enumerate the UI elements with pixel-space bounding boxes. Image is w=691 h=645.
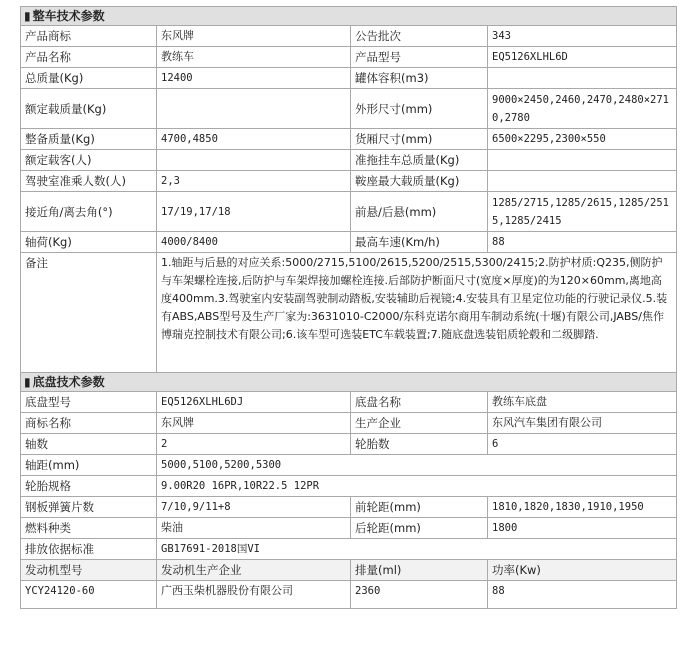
engine-header-power: 功率(Kw) xyxy=(488,560,677,581)
section-marker-icon: ▮ xyxy=(24,375,31,389)
engine-header-row xyxy=(21,560,677,581)
value-cell: 343 xyxy=(488,26,677,47)
remarks-label: 备注 xyxy=(21,253,157,373)
value-cell: 12400 xyxy=(157,68,351,89)
value-cell: 柴油 xyxy=(157,518,351,539)
label-cell: 总质量(Kg) xyxy=(21,68,157,89)
table-row xyxy=(21,539,677,560)
label-cell: 轮胎数 xyxy=(351,434,488,455)
table-row xyxy=(21,497,677,518)
label-cell: 轮胎规格 xyxy=(21,476,157,497)
value-cell: 东风牌 xyxy=(157,413,351,434)
engine-displacement: 2360 xyxy=(351,581,488,609)
value-cell: 1810,1820,1830,1910,1950 xyxy=(488,497,677,518)
table-row xyxy=(21,192,677,232)
table-row xyxy=(21,26,677,47)
value-cell xyxy=(488,171,677,192)
value-cell: 88 xyxy=(488,232,677,253)
value-cell: 9000×2450,2460,2470,2480×2710,2780 xyxy=(488,89,677,129)
label-cell: 产品名称 xyxy=(21,47,157,68)
label-cell: 额定载客(人) xyxy=(21,150,157,171)
label-cell: 鞍座最大载质量(Kg) xyxy=(351,171,488,192)
table-row xyxy=(21,518,677,539)
engine-row xyxy=(21,581,677,609)
value-cell: 教练车 xyxy=(157,47,351,68)
section-marker-icon: ▮ xyxy=(24,9,31,23)
label-cell: 轴数 xyxy=(21,434,157,455)
value-cell: EQ5126XLHL6D xyxy=(488,47,677,68)
label-cell: 最高车速(Km/h) xyxy=(351,232,488,253)
label-cell: 整备质量(Kg) xyxy=(21,129,157,150)
value-cell: 6 xyxy=(488,434,677,455)
value-cell xyxy=(157,89,351,129)
table-row xyxy=(21,89,677,129)
label-cell: 接近角/离去角(°) xyxy=(21,192,157,232)
value-cell: 1800 xyxy=(488,518,677,539)
table-row xyxy=(21,413,677,434)
value-cell: 4700,4850 xyxy=(157,129,351,150)
value-cell: 2 xyxy=(157,434,351,455)
value-cell: 17/19,17/18 xyxy=(157,192,351,232)
label-cell: 底盘型号 xyxy=(21,392,157,413)
label-cell: 燃料种类 xyxy=(21,518,157,539)
label-cell: 轴荷(Kg) xyxy=(21,232,157,253)
label-cell: 排放依据标准 xyxy=(21,539,157,560)
engine-power: 88 xyxy=(488,581,677,609)
vehicle-section-title: 整车技术参数 xyxy=(32,9,105,23)
table-row xyxy=(21,68,677,89)
chassis-section-header xyxy=(21,373,677,392)
chassis-section-title: 底盘技术参数 xyxy=(32,375,105,389)
value-cell: GB17691-2018国VI xyxy=(157,539,677,560)
label-cell: 外形尺寸(mm) xyxy=(351,89,488,129)
vehicle-section-header xyxy=(21,7,677,26)
label-cell: 前轮距(mm) xyxy=(351,497,488,518)
table-row xyxy=(21,47,677,68)
remarks-text: 1.轴距与后悬的对应关系:5000/2715,5100/2615,5200/2515,5300/2415;2.防护材质:Q235,侧防护与车架螺栓连接,后防护与车架焊接加螺栓连接.后部防护断面尺寸(宽度×厚度)的为120×60mm,离地高度400mm.3.驾驶室内安装副驾驶制动踏板,安装辅助后视镜;4.安装具有卫星定位功能的行驶记录仪.5.装有ABS,ABS型号及生产厂家为:3631010-C2000/东科克诺尔商用车制动系统(十堰)有限公司,JABS/焦作博瑞克控制技术有限公司;6.该车型可选装ETC车载装置;7.随底盘选装铝质轮毂和二级脚踏. xyxy=(157,253,677,373)
value-cell: 2,3 xyxy=(157,171,351,192)
table-row xyxy=(21,150,677,171)
value-cell: 1285/2715,1285/2615,1285/2515,1285/2415 xyxy=(488,192,677,232)
value-cell: 9.00R20 16PR,10R22.5 12PR xyxy=(157,476,677,497)
label-cell: 产品商标 xyxy=(21,26,157,47)
label-cell: 前悬/后悬(mm) xyxy=(351,192,488,232)
label-cell: 后轮距(mm) xyxy=(351,518,488,539)
value-cell: EQ5126XLHL6DJ xyxy=(157,392,351,413)
label-cell: 额定载质量(Kg) xyxy=(21,89,157,129)
label-cell: 钢板弹簧片数 xyxy=(21,497,157,518)
label-cell: 轴距(mm) xyxy=(21,455,157,476)
label-cell: 罐体容积(m3) xyxy=(351,68,488,89)
table-row xyxy=(21,171,677,192)
remarks-row xyxy=(21,253,677,373)
label-cell: 驾驶室准乘人数(人) xyxy=(21,171,157,192)
label-cell: 公告批次 xyxy=(351,26,488,47)
table-row xyxy=(21,455,677,476)
value-cell: 7/10,9/11+8 xyxy=(157,497,351,518)
table-row xyxy=(21,476,677,497)
engine-header-maker: 发动机生产企业 xyxy=(157,560,351,581)
label-cell: 商标名称 xyxy=(21,413,157,434)
label-cell: 产品型号 xyxy=(351,47,488,68)
label-cell: 准拖挂车总质量(Kg) xyxy=(351,150,488,171)
label-cell: 货厢尺寸(mm) xyxy=(351,129,488,150)
value-cell: 5000,5100,5200,5300 xyxy=(157,455,677,476)
engine-model: YCY24120-60 xyxy=(21,581,157,609)
engine-maker: 广西玉柴机器股份有限公司 xyxy=(157,581,351,609)
table-row xyxy=(21,129,677,150)
label-cell: 底盘名称 xyxy=(351,392,488,413)
engine-header-displacement: 排量(ml) xyxy=(351,560,488,581)
spec-sheet xyxy=(20,6,676,609)
value-cell: 4000/8400 xyxy=(157,232,351,253)
value-cell xyxy=(157,150,351,171)
value-cell: 东风汽车集团有限公司 xyxy=(488,413,677,434)
value-cell: 东风牌 xyxy=(157,26,351,47)
value-cell: 6500×2295,2300×550 xyxy=(488,129,677,150)
table-row xyxy=(21,232,677,253)
value-cell: 教练车底盘 xyxy=(488,392,677,413)
table-row xyxy=(21,434,677,455)
value-cell xyxy=(488,150,677,171)
label-cell: 生产企业 xyxy=(351,413,488,434)
value-cell xyxy=(488,68,677,89)
engine-header-model: 发动机型号 xyxy=(21,560,157,581)
spec-table xyxy=(20,6,677,609)
table-row xyxy=(21,392,677,413)
